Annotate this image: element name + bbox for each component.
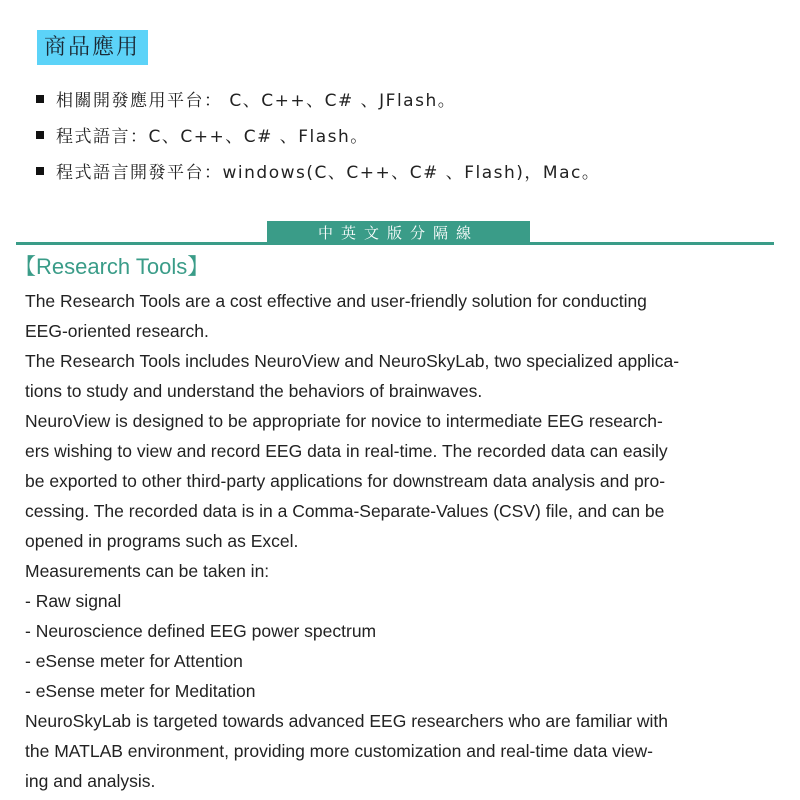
body-line: the MATLAB environment, providing more customization and real-time data view- [25, 741, 654, 761]
bullet-item [36, 158, 600, 183]
bullet-text: 程式語言開發平台：windows(C、C++、C# 、Flash)，Mac。 [56, 163, 601, 183]
bullet-item [36, 122, 369, 147]
body-line: EEG-oriented research. [25, 321, 209, 341]
body-line: cessing. The recorded data is in a Comma-Separate-Values (CSV) file, and can be [25, 501, 665, 521]
body-line: NeuroView is designed to be appropriate for novice to intermediate EEG research- [25, 411, 663, 431]
divider-label: 中英文版分隔線 [267, 221, 530, 244]
research-tools-heading: 【Research Tools】 [14, 254, 210, 279]
section-title: 商品應用 [37, 30, 148, 65]
body-line: ers wishing to view and record EEG data in real-time. The recorded data can easily [25, 441, 668, 461]
square-bullet-icon [36, 131, 44, 139]
body-line: - Neuroscience defined EEG power spectrum [25, 621, 377, 641]
body-line: Measurements can be taken in: [25, 561, 270, 581]
square-bullet-icon [36, 167, 44, 175]
bullet-text: 程式語言：C、C++、C# 、Flash。 [56, 127, 369, 147]
bullet-item [36, 86, 456, 111]
body-line: - Raw signal [25, 591, 122, 611]
body-line: The Research Tools are a cost effective and user-friendly solution for conducting [25, 291, 647, 311]
body-line: - eSense meter for Meditation [25, 681, 256, 701]
square-bullet-icon [36, 95, 44, 103]
body-line: NeuroSkyLab is targeted towards advanced EEG researchers who are familiar with [25, 711, 668, 731]
body-line: - eSense meter for Attention [25, 651, 243, 671]
bullet-text: 相關開發應用平台： C、C++、C# 、JFlash。 [56, 91, 457, 111]
body-line: The Research Tools includes NeuroView and NeuroSkyLab, two specialized applica- [25, 351, 680, 371]
body-text [25, 286, 795, 796]
body-line: be exported to other third-party applications for downstream data analysis and pro- [25, 471, 666, 491]
body-line: ing and analysis. [25, 771, 156, 791]
body-line: tions to study and understand the behaviors of brainwaves. [25, 381, 483, 401]
body-line: opened in programs such as Excel. [25, 531, 299, 551]
